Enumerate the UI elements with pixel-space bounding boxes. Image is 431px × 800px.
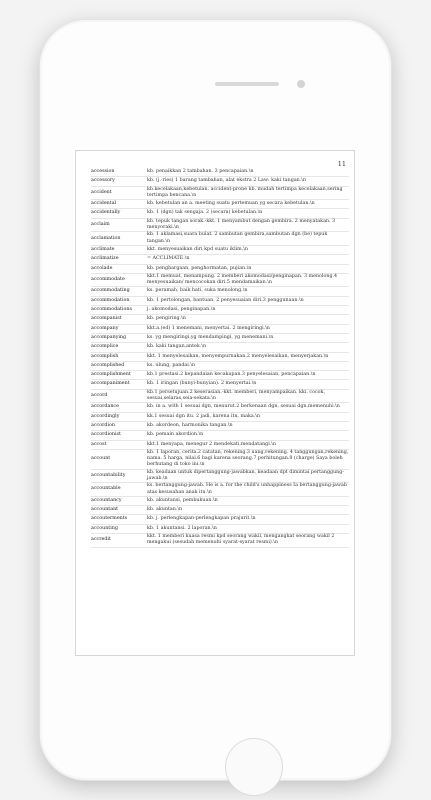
dictionary-entry bbox=[91, 380, 349, 389]
entry-definition: kb. akuntansi, pembukuan.\n bbox=[147, 497, 218, 503]
entry-definition: kb. 1 aklamasi,suara bulat. 2 sambutan gembira,sambutan dgn (be) tepuk tangan.\n bbox=[147, 232, 328, 244]
entry-definition: kb. keadaan untuk dipertanggung-jawabkan, keadaan dpt dimintai pertanggung-jawab.\n bbox=[147, 469, 344, 481]
entry-definition: kb. kebetulan an a. meeting suatu pertemuan yg secara kebetulan.\n bbox=[147, 201, 315, 207]
dictionary-entry bbox=[91, 297, 349, 306]
entry-definition: kb.1 prestasi.2 kepandaian kecakapan.3 penyelesaian, pencapaian.\n bbox=[147, 372, 316, 378]
dictionary-entry bbox=[91, 441, 349, 450]
dictionary-entry bbox=[91, 450, 349, 470]
entry-term: accompany bbox=[91, 325, 119, 331]
dictionary-entry bbox=[91, 219, 349, 233]
dictionary-entry bbox=[91, 413, 349, 422]
entry-definition: kkt.1 menyapa, menegur 2 mendekati,mendatangi.\n bbox=[147, 441, 276, 447]
page-number: 11 bbox=[337, 160, 346, 168]
entry-definition: j. akomodasi, penginapan.\n bbox=[147, 307, 216, 313]
dictionary-entry bbox=[91, 431, 349, 440]
dictionary-entry bbox=[91, 534, 349, 548]
dictionary-entry bbox=[91, 274, 349, 288]
entry-term: accolade bbox=[91, 265, 113, 271]
entry-definition: kk.1 sesuai dgn itu. 2 jadi, karena itu, maka.\n bbox=[147, 413, 260, 419]
entry-definition: ks. peramah, baik hati, suka menolong.\n bbox=[147, 288, 248, 294]
entry-definition: kb. pengiring.\n bbox=[147, 316, 186, 322]
entry-definition: kb. in a. with 1 sesuai dgn, menurut.2 berkenaan dgn, sesuai dgn,memenuhi.\n bbox=[147, 404, 340, 410]
dictionary-entry bbox=[91, 353, 349, 362]
entry-term: accountable bbox=[91, 486, 121, 492]
dictionary-entry bbox=[91, 483, 349, 497]
dictionary-entry bbox=[91, 209, 349, 218]
speaker-grille bbox=[215, 82, 279, 86]
dictionary-entry bbox=[91, 200, 349, 209]
entry-definition: kb. 1 pertolongan, bantuan. 2 penyesuaian diri.3 penggunaan.\n bbox=[147, 297, 304, 303]
dictionary-entry bbox=[91, 306, 349, 315]
entry-definition: kb. 1 akuntansi. 2 laporan.\n bbox=[147, 525, 217, 531]
entry-term: accredit bbox=[91, 537, 111, 543]
entry-definition: ks. ulung, pandai.\n bbox=[147, 362, 196, 368]
entry-definition: kkt. 1 menyelesaikan, menyempurnakan.2 menyelesaikan, menyerjakan.\n bbox=[147, 353, 329, 359]
entry-term: accessory bbox=[91, 178, 115, 184]
home-button[interactable] bbox=[225, 738, 283, 796]
dictionary-entry bbox=[91, 232, 349, 246]
entry-definition: kb. j. perlengkapan-perlengkapan prajurit.\n bbox=[147, 516, 256, 522]
entry-term: accidental bbox=[91, 201, 117, 207]
dictionary-entry bbox=[91, 422, 349, 431]
dictionary-entry bbox=[91, 390, 349, 404]
dictionary-entry bbox=[91, 362, 349, 371]
entry-term: accouterments bbox=[91, 516, 128, 522]
entry-term: accomplished bbox=[91, 362, 125, 368]
entry-term: accommodate bbox=[91, 277, 125, 282]
dictionary-entry bbox=[91, 315, 349, 324]
dictionary-entry bbox=[91, 506, 349, 515]
entry-definition: ks. yg mengiringi,yg mendampingi, yg menemani.\n bbox=[147, 334, 274, 340]
entry-definition: kb. pemain akordion.\n bbox=[147, 432, 204, 438]
dictionary-entry bbox=[91, 515, 349, 524]
entry-term: acclamation bbox=[91, 235, 121, 241]
entry-definition: kb. kaki tangan,antek.\n bbox=[147, 344, 207, 350]
dictionary-entry bbox=[91, 255, 349, 264]
dictionary-entry bbox=[91, 168, 349, 177]
entry-definition: kb. (j.-ries) 1 barang tambahan, alat ekstra 2 Law: kaki tangan.\n bbox=[147, 178, 307, 184]
entry-term: accountancy bbox=[91, 497, 122, 503]
dictionary-entry bbox=[91, 343, 349, 352]
entry-term: accountability bbox=[91, 472, 126, 478]
entry-definition: kb. akuntan.\n bbox=[147, 507, 183, 513]
dictionary-entry bbox=[91, 497, 349, 506]
entry-term: account bbox=[91, 456, 111, 462]
entry-definition: kkt. menyesuaikan diri kpd suatu iklim.\n bbox=[147, 246, 248, 252]
dictionary-entry bbox=[91, 287, 349, 296]
entry-definition: kkt. 1 memberi kuasa resmi kpd seorang wakil, mengangkat seorang wakil 2 mengakui (sesudah memenuhi syarat-syarat resmi).\n bbox=[147, 534, 335, 546]
dictionary-entry bbox=[91, 177, 349, 186]
entry-term: accost bbox=[91, 441, 107, 447]
entry-term: accord bbox=[91, 392, 108, 398]
entry-definition: kb. tepuk tangan sorak.-kkt. 1 menyambut dengan gembira. 2 menyatakan. 3 menyoraki.\n bbox=[147, 218, 336, 231]
dictionary-entry bbox=[91, 187, 349, 201]
entry-list bbox=[91, 168, 349, 548]
dictionary-entry bbox=[91, 246, 349, 255]
entry-term: accommodation bbox=[91, 297, 130, 303]
entry-term: accident bbox=[91, 189, 112, 195]
entry-term: accomplice bbox=[91, 344, 119, 350]
dictionary-entry bbox=[91, 371, 349, 380]
entry-definition: kb. akordeon, harmonika tangan.\n bbox=[147, 422, 233, 428]
entry-definition: kkt.a.(ed) 1 menemani, menyertai. 2 mengiringi.\n bbox=[147, 325, 270, 331]
entry-definition: kb.1 persetujuan.2 keserasian.-kkt. memberi, menyampaikan. kki. cocok, sesuai,selaras,seia-sekata.\n bbox=[147, 389, 325, 402]
entry-term: accomplish bbox=[91, 353, 119, 359]
dictionary-page[interactable] bbox=[75, 150, 355, 656]
entry-term: accompanying bbox=[91, 334, 127, 340]
entry-term: accommodating bbox=[91, 288, 130, 294]
dictionary-entry bbox=[91, 265, 349, 274]
dictionary-entry bbox=[91, 334, 349, 343]
dictionary-entry bbox=[91, 525, 349, 534]
entry-term: accidentally bbox=[91, 210, 121, 216]
entry-definition: kb. penaikkan 2 tambahan. 3 pencapaian.\n bbox=[147, 169, 254, 174]
entry-term: accordingly bbox=[91, 413, 120, 419]
entry-definition: kb.kecelakaan,kebetulan. accident-prone kb. mudah tertimpa kecelakaan,sering tertimpa bencana.\n bbox=[147, 186, 343, 198]
entry-term: accountant bbox=[91, 507, 119, 513]
entry-definition: kkt.1 memuat, menampung. 2 memberi akomodasi/penginapan. 3 menolong.4 menyesuaikan/ mencocokan diri.5 mendamaikan.\n bbox=[147, 273, 338, 286]
entry-term: acclimate bbox=[91, 246, 115, 252]
entry-term: accordionist bbox=[91, 432, 121, 438]
entry-term: acclaim bbox=[91, 221, 110, 227]
entry-definition: kb. 1 (dgn) tak sengaja. 2 (secara) kebetulan.\n bbox=[147, 210, 263, 216]
entry-term: accommodations bbox=[91, 307, 132, 313]
front-camera bbox=[297, 80, 305, 88]
entry-definition: kb. 1 iringan (bunyi-bunyian). 2 menyertai.\n bbox=[147, 381, 257, 387]
entry-definition: ks. bertanggung-jawab. He is a. for the child's unhappiness Ia bertanggung-jawab atas kesusahan anak itu.\n bbox=[147, 483, 347, 495]
entry-term: accompaniment bbox=[91, 381, 130, 387]
entry-term: accordion bbox=[91, 422, 115, 428]
dictionary-entry bbox=[91, 325, 349, 334]
entry-definition: kb. penghargaan, penghormatan, pujian.\n bbox=[147, 265, 252, 271]
entry-term: accordance bbox=[91, 404, 119, 410]
entry-term: accounting bbox=[91, 525, 118, 531]
dictionary-entry bbox=[91, 470, 349, 484]
entry-definition: = ACCLIMATE.\n bbox=[147, 256, 190, 262]
entry-term: acclimatize bbox=[91, 256, 119, 262]
entry-term: accession bbox=[91, 169, 115, 174]
entry-definition: kb. 1 laporan, cerita.2 catatan, rekening.3 uang,rekening. 4 tanggungan,rekening, nama. 5 harga, nilai.6 bagi karena seorang.7 perhitungan.8 (charge) Saya boleh berhutang di toko ini.\n bbox=[147, 449, 349, 468]
entry-term: accompanist bbox=[91, 316, 122, 322]
dictionary-entry bbox=[91, 403, 349, 412]
entry-term: accomplishment bbox=[91, 372, 131, 378]
